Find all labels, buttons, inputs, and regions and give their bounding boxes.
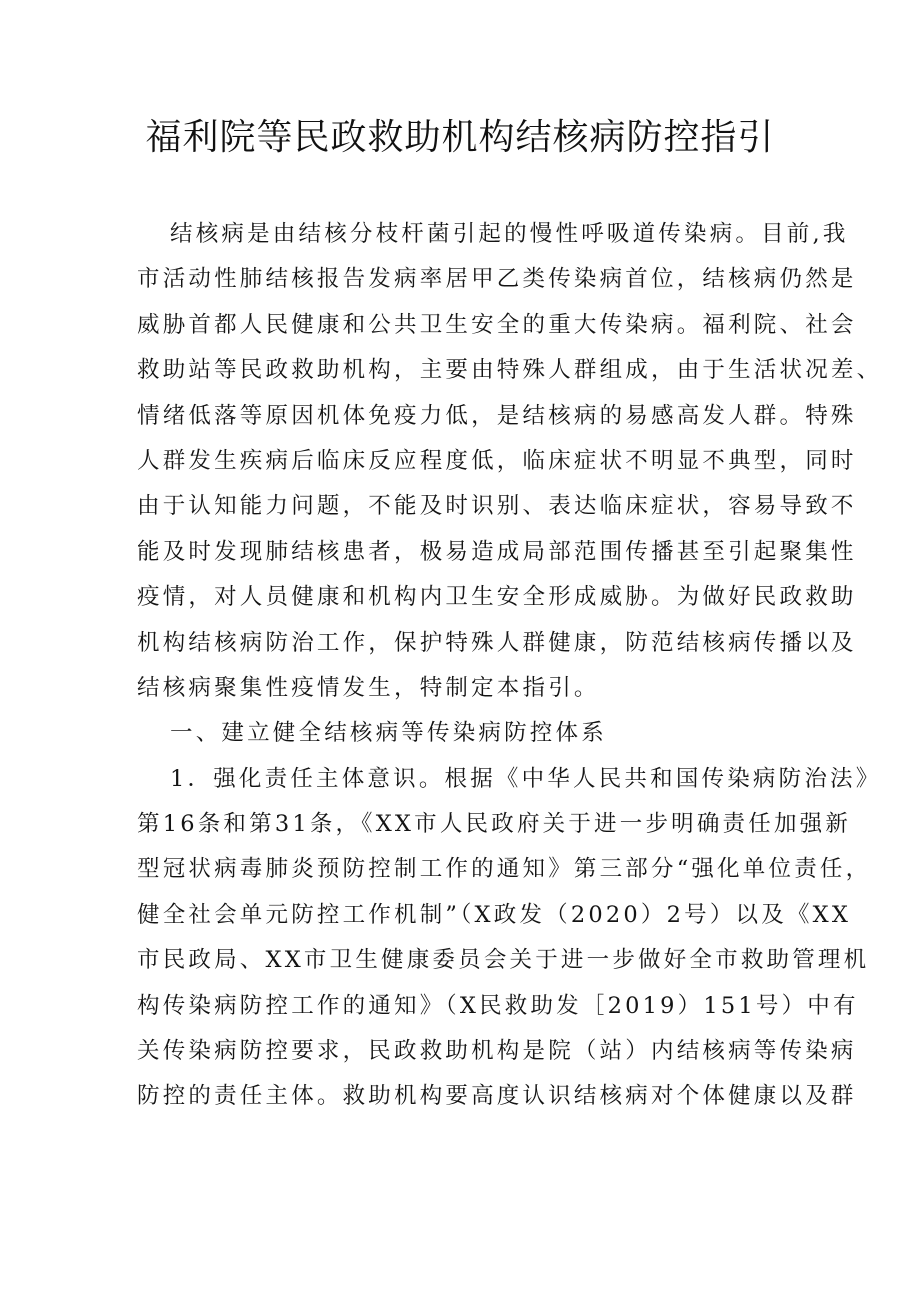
body-line: 人群发生疾病后临床反应程度低，临床症状不明显不典型，同时 xyxy=(137,447,857,474)
body-line: 健全社会单元防控工作机制”（X政发（2020）2号）以及《XX xyxy=(137,901,852,928)
body-line: 1．强化责任主体意识。根据《中华人民共和国传染病防治法》 xyxy=(170,765,882,792)
body-line: 威胁首都人民健康和公共卫生安全的重大传染病。福利院、社会 xyxy=(137,311,857,338)
document-title: 福利院等民政救助机构结核病防控指引 xyxy=(145,117,775,158)
body-line: 由于认知能力问题，不能及时识别、表达临床症状，容易导致不 xyxy=(137,493,857,520)
section-heading: 一、建立健全结核病等传染病防控体系 xyxy=(170,720,607,747)
body-line: 机构结核病防治工作，保护特殊人群健康，防范结核病传播以及 xyxy=(137,629,857,656)
body-line: 市民政局、XX市卫生健康委员会关于进一步做好全市救助管理机 xyxy=(137,947,870,974)
body-line: 结核病是由结核分枝杆菌引起的慢性呼吸道传染病。目前,我 xyxy=(170,221,849,247)
body-line: 疫情，对人员健康和机构内卫生安全形成威胁。为做好民政救助 xyxy=(137,584,857,611)
body-line: 防控的责任主体。救助机构要高度认识结核病对个体健康以及群 xyxy=(137,1083,857,1110)
body-line: 结核病聚集性疫情发生，特制定本指引。 xyxy=(137,674,600,701)
body-line: 市活动性肺结核报告发病率居甲乙类传染病首位，结核病仍然是 xyxy=(137,266,857,293)
body-line: 能及时发现肺结核患者，极易造成局部范围传播甚至引起聚集性 xyxy=(137,538,857,565)
document-body xyxy=(137,212,883,1120)
body-line: 型冠状病毒肺炎预防控制工作的通知》第三部分“强化单位责任， xyxy=(137,856,872,883)
body-line: 救助站等民政救助机构，主要由特殊人群组成，由于生活状况差、 xyxy=(137,357,883,384)
body-line: 情绪低落等原因机体免疫力低，是结核病的易感高发人群。特殊 xyxy=(137,402,857,429)
body-line: 关传染病防控要求，民政救助机构是院（站）内结核病等传染病 xyxy=(137,1038,857,1065)
body-line: 第16条和第31条，《XX市人民政府关于进一步明确责任加强新 xyxy=(137,811,852,838)
body-line: 构传染病防控工作的通知》（X民救助发［2019）151号）中有 xyxy=(137,992,859,1019)
